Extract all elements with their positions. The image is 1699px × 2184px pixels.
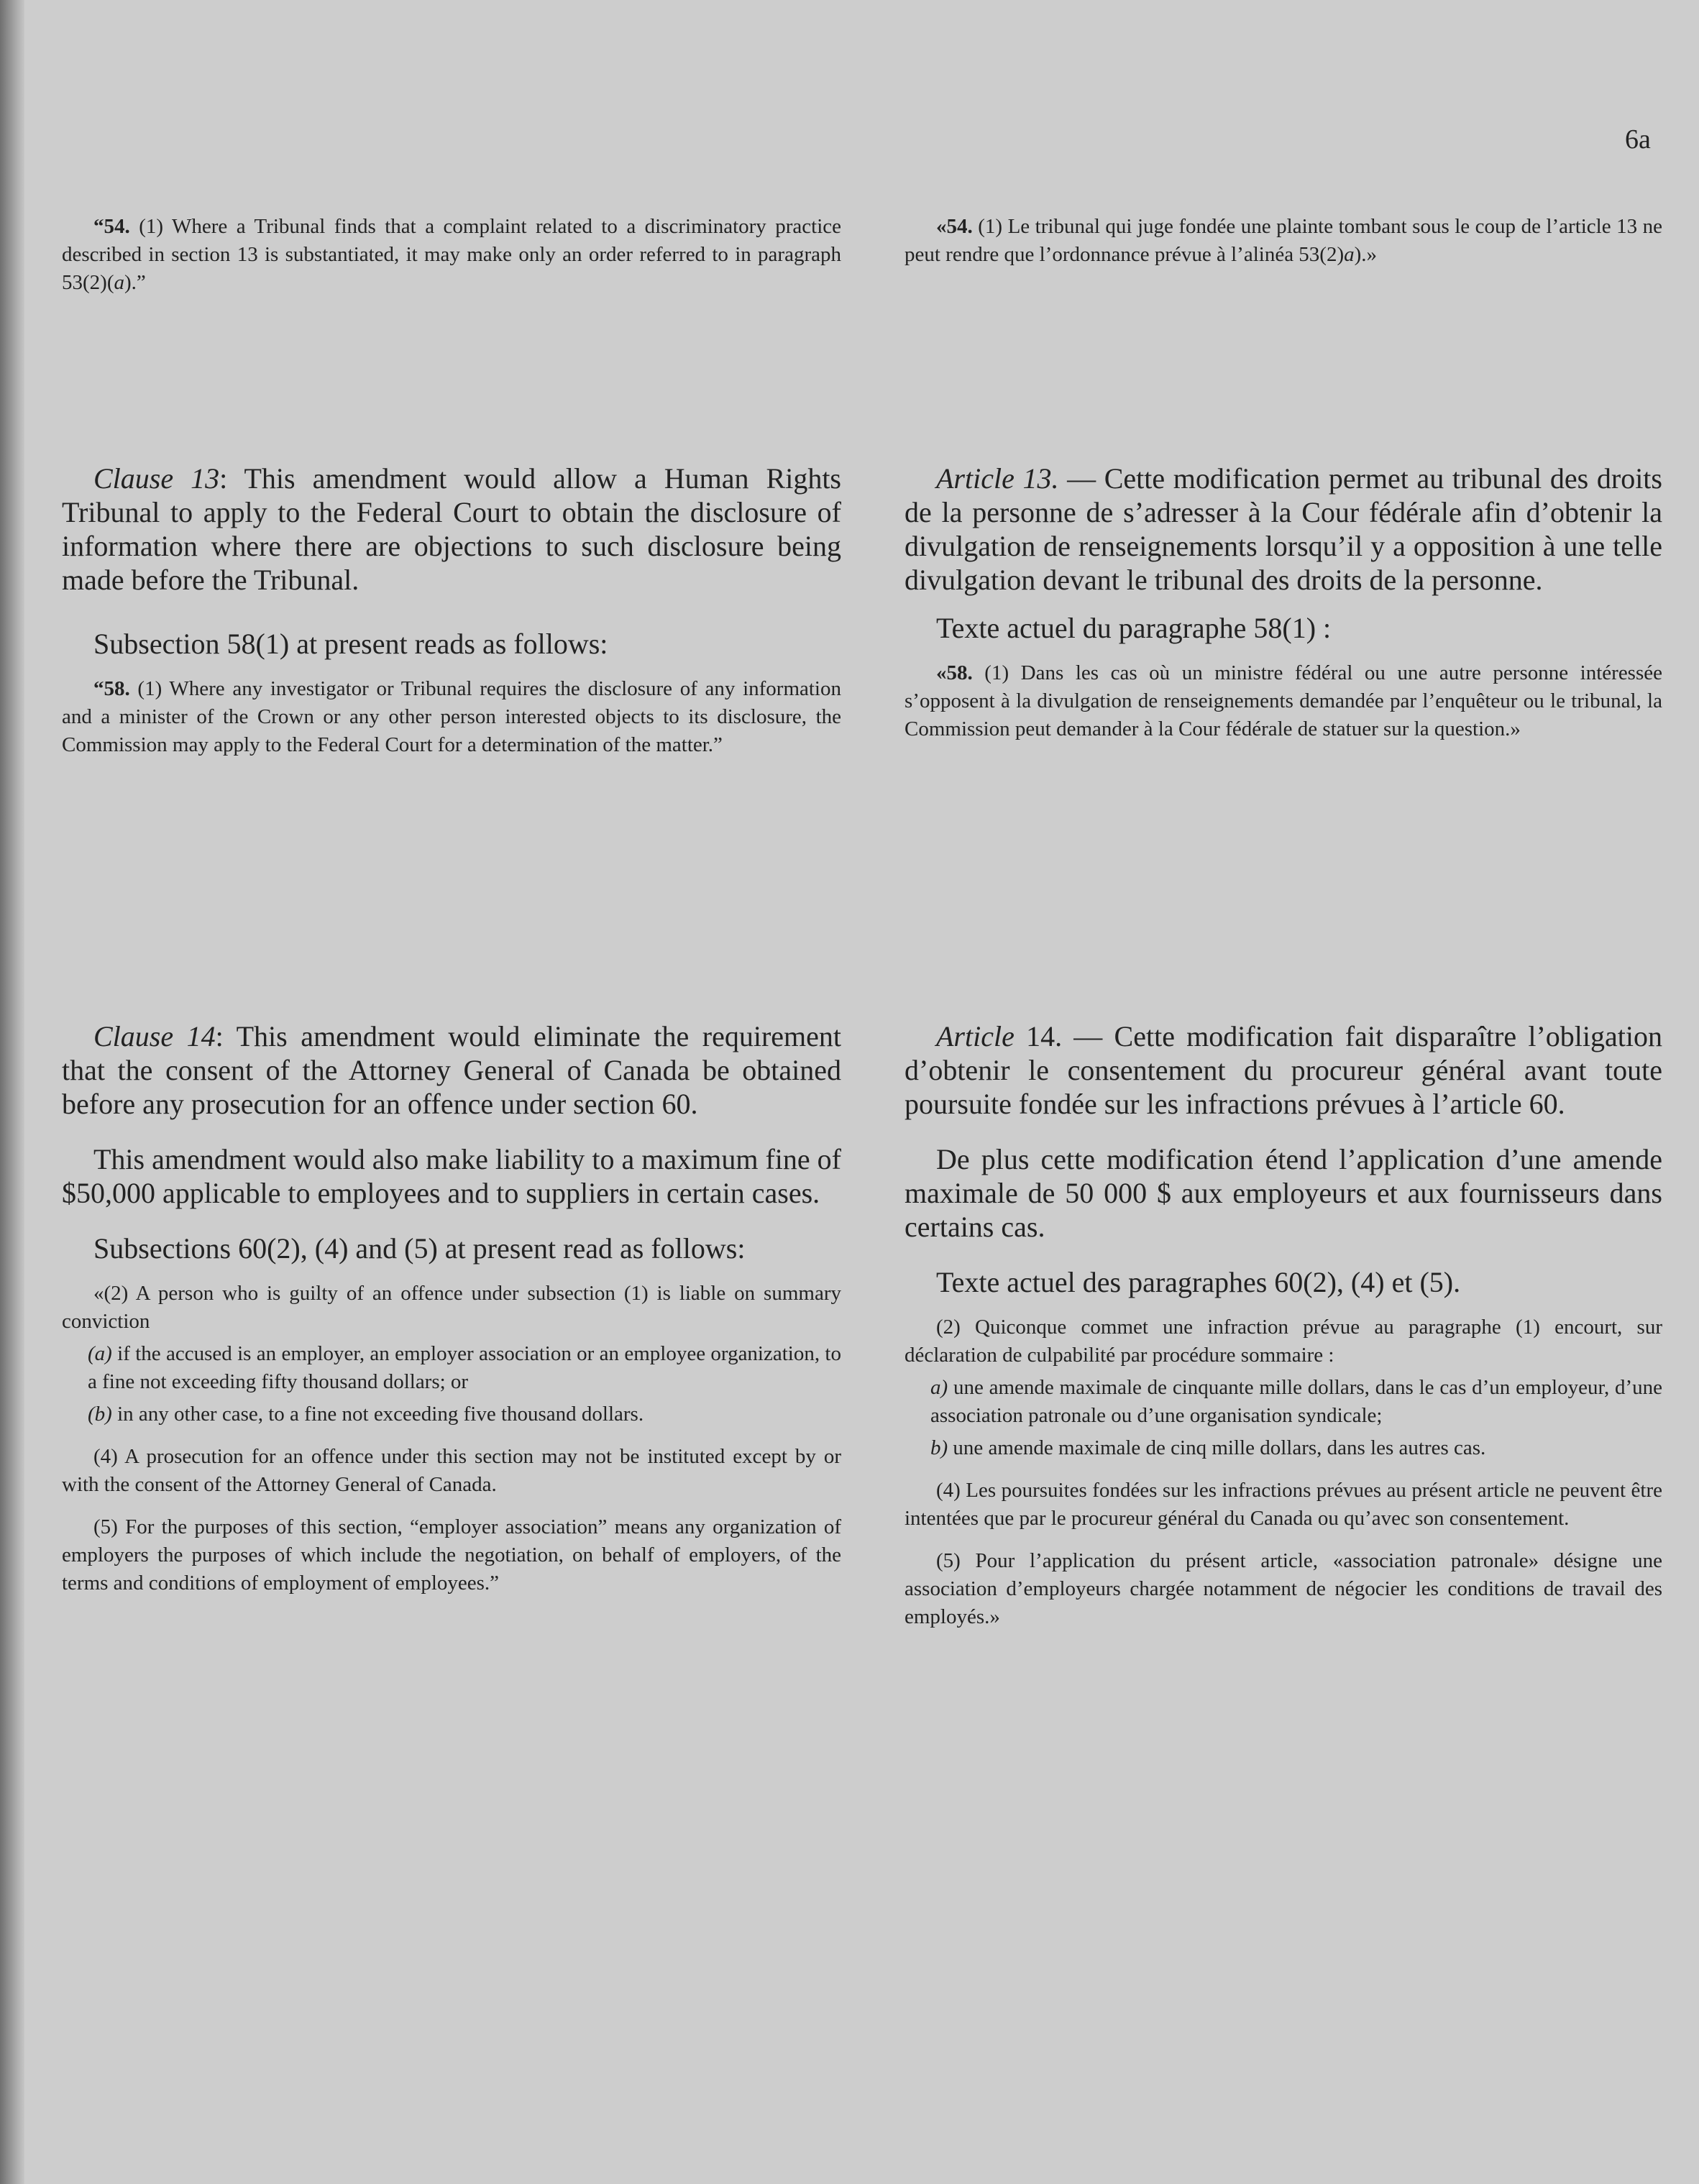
article-14-note: Article 14. — Cette modification fait disparaître l’obligation d’obtenir le consentement du procureur général avant toute poursuite fondée sur les infractions prévues à l’article 60.	[905, 1020, 1662, 1120]
page-number: 6a	[1625, 124, 1651, 155]
section-60-2-b-fr: b) une amende maximale de cinq mille dollars, dans les autres cas.	[930, 1436, 1486, 1459]
clause-14-note: Clause 14: This amendment would eliminate the requirement that the consent of the Attorney General of Canada be obtained before any prosecution for an offence under section 60.	[62, 1020, 841, 1120]
right-article-14	[905, 1019, 1662, 1631]
section-60-2-b: (b) in any other case, to a fine not exceeding five thousand dollars.	[88, 1403, 644, 1426]
section-60-4: (4) A prosecution for an offence under this section may not be instituted except by or with the consent of the Attorney General of Canada.	[62, 1445, 841, 1496]
section-60-2-a-fr: a) une amende maximale de cinquante mille dollars, dans le cas d’un employeur, d’une association patronale ou d’une organisation syndicale;	[930, 1376, 1662, 1427]
subsections-60-intro: Subsections 60(2), (4) and (5) at present read as follows:	[93, 1232, 746, 1265]
article-14-para-2: De plus cette modification étend l’application d’une amende maximale de 50 000 $ aux employeurs et aux fournisseurs dans certains cas.	[905, 1143, 1662, 1243]
section-58-text-fr: «58. (1) Dans les cas où un ministre fédéral ou une autre personne intéressée s’opposent à la divulgation de renseignements demandée par l’enquêteur ou le tribunal, la Commission peut demander à la Cour fédérale de statuer sur la question.»	[905, 661, 1662, 740]
right-section-54	[905, 213, 1662, 269]
section-54-text-fr: «54. (1) Le tribunal qui juge fondée une plainte tombant sous le coup de l’article 13 ne peut rendre que l’ordonnance prévue à l’alinéa 53(2)a).»	[905, 215, 1662, 266]
section-60-5-fr: (5) Pour l’application du présent article, «association patronale» désigne une association d’employeurs chargée notamment de négocier les conditions de travail des employés.»	[905, 1549, 1662, 1628]
section-60-2: «(2) A person who is guilty of an offence under subsection (1) is liable on summary conviction	[62, 1282, 841, 1333]
right-article-13	[905, 462, 1662, 743]
section-60-2-fr: (2) Quiconque commet une infraction prévue au paragraphe (1) encourt, sur déclaration de culpabilité par procédure sommaire :	[905, 1316, 1662, 1367]
section-60-4-fr: (4) Les poursuites fondées sur les infractions prévues au présent article ne peuvent être intentées que par le procureur général du Canada ou qu’avec son consentement.	[905, 1479, 1662, 1530]
section-60-2-a: (a) if the accused is an employer, an employer association or an employee organization, to a fine not exceeding fifty thousand dollars; or	[88, 1342, 841, 1393]
left-section-54	[62, 213, 841, 297]
left-clause-14	[62, 1019, 841, 1597]
article-13-note: Article 13. — Cette modification permet au tribunal des droits de la personne de s’adresser à la Cour fédérale afin d’obtenir la divulgation de renseignements lorsqu’il y a opposition à une telle divulgation devant le tribunal des droits de la personne.	[905, 462, 1662, 596]
left-clause-13	[62, 462, 841, 759]
clause-13-note: Clause 13: This amendment would allow a Human Rights Tribunal to apply to the Federal Court to obtain the disclosure of information where there are objections to such disclosure being made before the Tribunal.	[62, 462, 841, 596]
paragraphs-60-intro: Texte actuel des paragraphes 60(2), (4) et (5).	[936, 1266, 1461, 1298]
section-54-text: “54. (1) Where a Tribunal finds that a complaint related to a discriminatory practice described in section 13 is substantiated, it may make only an order referred to in paragraph 53(2)(a).”	[62, 215, 841, 294]
subsection-58-intro: Subsection 58(1) at present reads as follows:	[93, 628, 608, 660]
clause-14-para-2: This amendment would also make liability to a maximum fine of $50,000 applicable to employees and to suppliers in certain cases.	[62, 1143, 841, 1209]
section-58-text: “58. (1) Where any investigator or Tribunal requires the disclosure of any information and a minister of the Crown or any other person interested objects to its disclosure, the Commission may apply to the Federal Court for a determination of the matter.”	[62, 677, 841, 756]
section-60-5: (5) For the purposes of this section, “employer association” means any organization of employers the purposes of which include the negotiation, on behalf of employers, of the terms and conditions of employment of employees.”	[62, 1515, 841, 1595]
page-binding-edge	[0, 0, 24, 2184]
paragraph-58-intro: Texte actuel du paragraphe 58(1) :	[936, 612, 1332, 644]
